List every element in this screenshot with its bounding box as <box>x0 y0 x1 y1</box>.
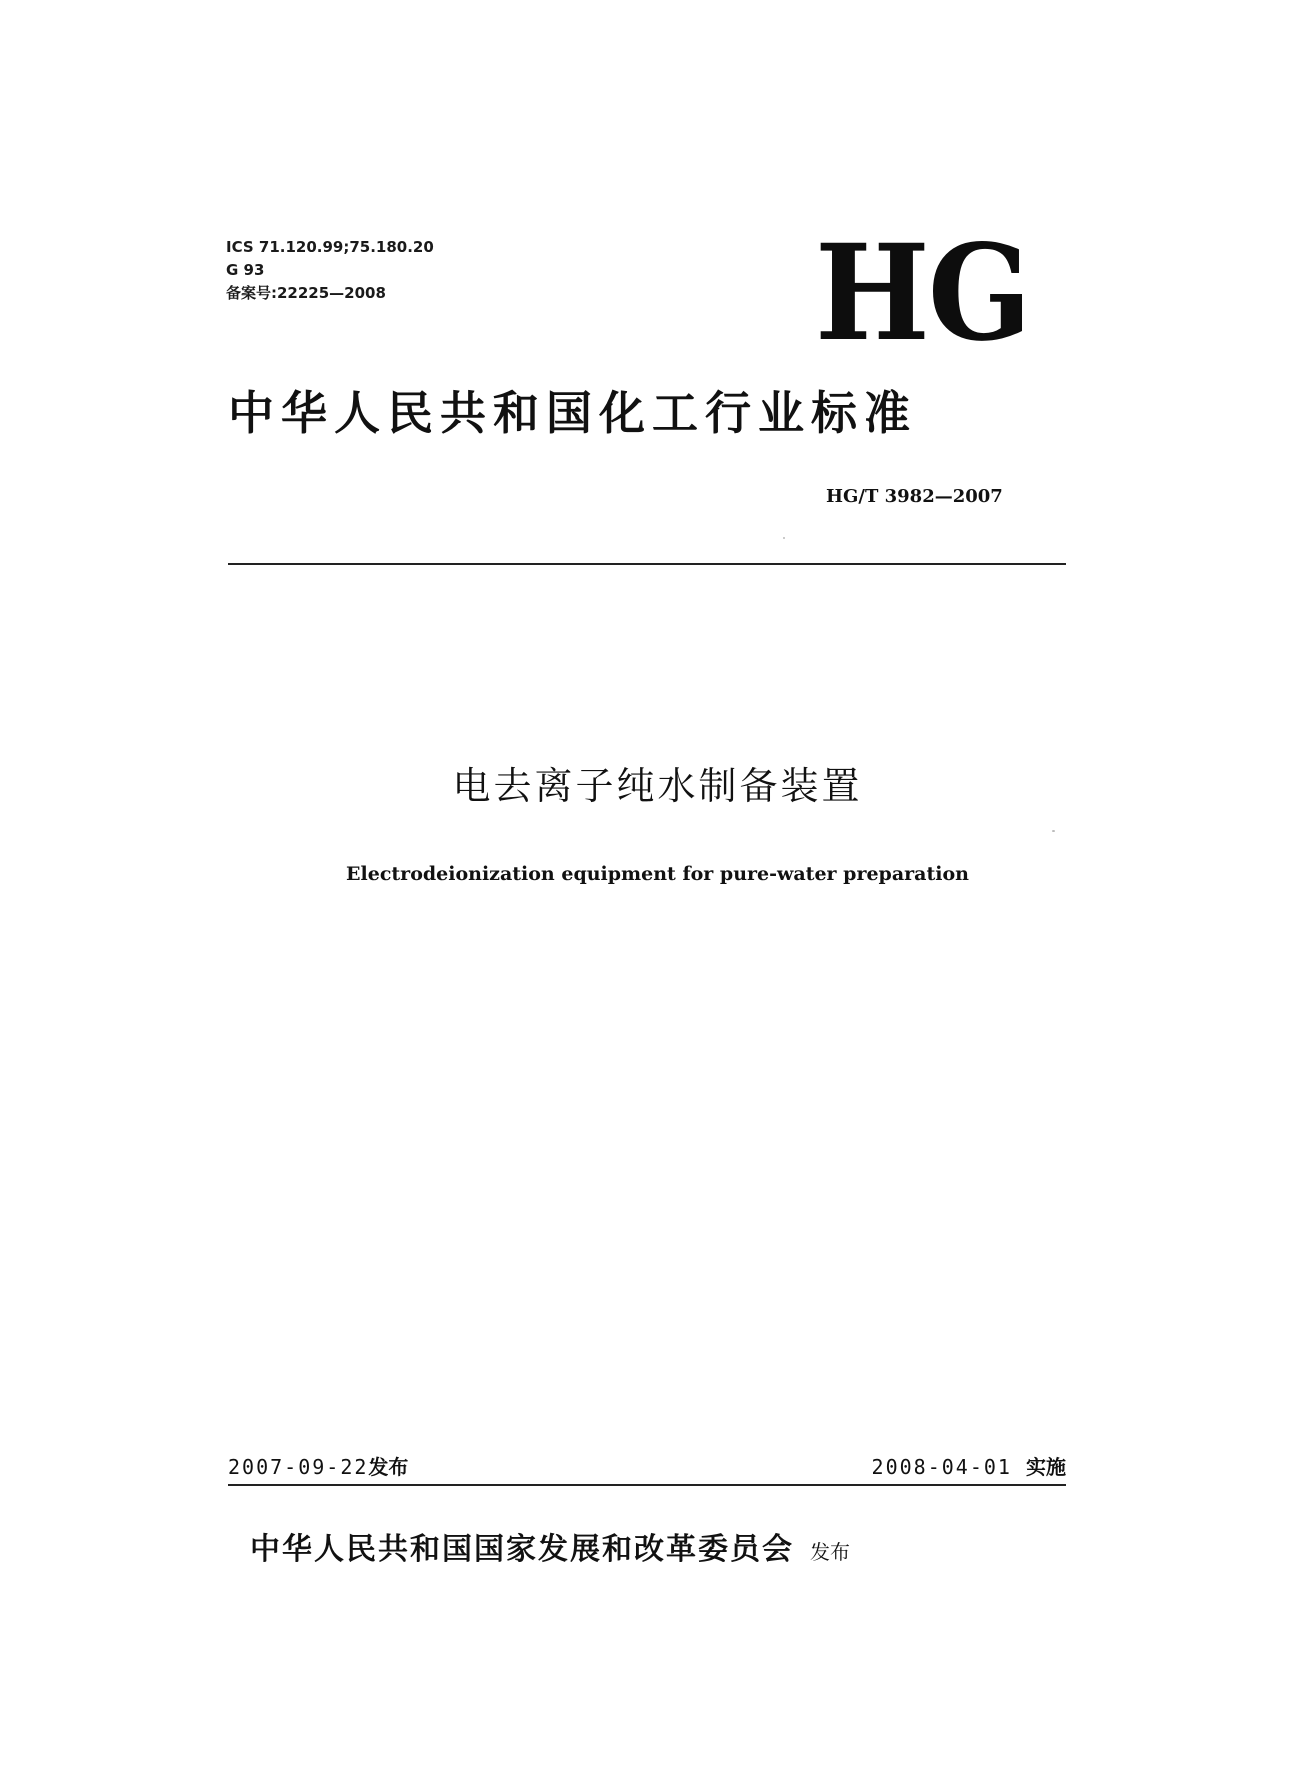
publisher-suffix: 发布 <box>810 1540 850 1564</box>
issue-label: 发布 <box>368 1455 409 1479</box>
scan-speck <box>783 537 785 539</box>
ccs-code: G 93 <box>226 261 265 279</box>
document-title-cn: 电去离子纯水制备装置 <box>452 764 863 808</box>
filing-number: 备案号:22225—2008 <box>226 284 386 302</box>
publisher-name: 中华人民共和国国家发展和改革委员会 <box>250 1532 794 1567</box>
bottom-divider <box>228 1484 1066 1486</box>
top-divider <box>228 563 1066 565</box>
effective-date-group <box>872 1453 1066 1481</box>
effective-date: 2008-04-01 <box>871 1455 1012 1479</box>
ics-code: ICS 71.120.99;75.180.20 <box>226 238 434 256</box>
date-row <box>228 1453 1066 1481</box>
standard-code: HG/T 3982—2007 <box>826 486 1003 507</box>
document-title-en: Electrodeionization equipment for pure-water preparation <box>346 863 969 885</box>
hg-logo: HG <box>815 216 1030 371</box>
classification-block <box>226 236 434 305</box>
effective-label: 实施 <box>1026 1455 1066 1479</box>
issue-date-group <box>228 1453 408 1481</box>
scan-speck <box>1052 830 1055 832</box>
standard-title: 中华人民共和国化工行业标准 <box>228 386 917 440</box>
publisher-line <box>250 1530 850 1572</box>
issue-date: 2007-09-22 <box>228 1455 369 1479</box>
